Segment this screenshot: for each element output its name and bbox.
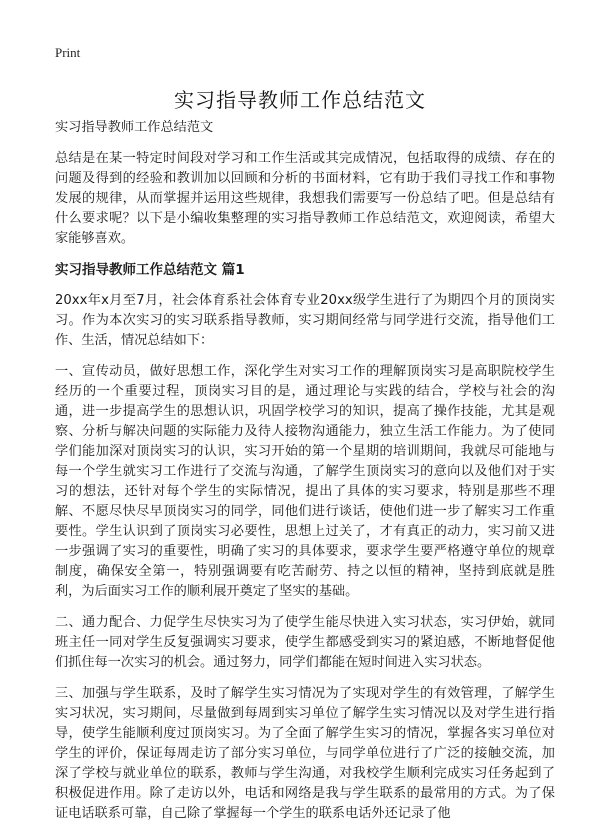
print-label: Print xyxy=(55,45,81,60)
body-paragraph: 二、通力配合、力促学生尽快实习为了使学生能尽快进入实习状态，实习伊始，就同班主任一同对学生反复强调实习要求，使学生都感受到实习的紧迫感，不断地督促他们抓住每一次实习的机会。通过努力，同学们都能在短时间进入实习状态。 xyxy=(55,615,555,670)
body-paragraph: 20xx年x月至7月，社会体育系社会体育专业20xx级学生进行了为期四个月的顶岗实习。作为本次实习的实习联系指导教师，实习期间经常与同学进行交流，指导他们工作、生活，情况总结如下： xyxy=(55,293,555,348)
document-body xyxy=(55,118,555,835)
body-paragraph: 三、加强与学生联系，及时了解学生实习情况为了实现对学生的有效管理，了解学生实习状况，实习期间，尽量做到每周到实习单位了解学生实习情况以及对学生进行指导，使学生能顺利度过顶岗实习。为了全面了解学生实习的情况，掌握各实习单位对学生的评价，保证每周走访了部分实习单位，与同学单位进行了广泛的接触交流，加深了学校与就业单位的联系，教师与学生沟通，对我校学生顺利完成实习任务起到了积极促进作用。除了走访以外，电话和网络是我与学生联系的最常用的方式。为了保证电话联系可靠，自己除了掌握每一个学生的联系电话外还记录了他 xyxy=(55,686,555,821)
document-title: 实习指导教师工作总结范文 xyxy=(174,88,426,112)
document-subtitle: 实习指导教师工作总结范文 xyxy=(55,120,214,135)
intro-paragraph: 总结是在某一特定时间段对学习和工作生活或其完成情况，包括取得的成绩、存在的问题及得到的经验和教训加以回顾和分析的书面材料，它有助于我们寻找工作和事物发展的规律，从而掌握并运用这些规律，我想我们需要写一份总结了吧。但是总结有什么要求呢？以下是小编收集整理的实习指导教师工作总结范文，欢迎阅读，希望大家能够喜欢。 xyxy=(55,151,555,246)
section-heading: 实习指导教师工作总结范文 篇1 xyxy=(55,262,245,278)
body-paragraph: 一、宣传动员，做好思想工作，深化学生对实习工作的理解顶岗实习是高职院校学生经历的一个重要过程，顶岗实习目的是，通过理论与实践的结合，学校与社会的沟通，进一步提高学生的思想认识，巩固学校学习的知识，提高了操作技能，尤其是观察、分析与解决问题的实际能力及待人接物沟通能力，独立生活工作能力。为了使同学们能加深对顶岗实习的认识，实习开始的第一个星期的培训期间，我就尽可能地与每一个学生就实习工作进行了交流与沟通，了解学生顶岗实习的意向以及他们对于实习的想法，还针对每个学生的实际情况，提出了具体的实习要求，特别是那些不理解、不愿尽快尽早顶岗实习的同学，同他们进行谈话，使他们进一步了解实习工作重要性。学生认识到了顶岗实习必要性，思想上过关了，才有真正的动力，实习前又进一步强调了实习的重要性，明确了实习的具体要求，要求学生要严格遵守单位的规章制度，确保安全第一，特别强调要有吃苦耐劳、持之以恒的精神，坚持到底就是胜利，为后面实习工作的顺利展开奠定了坚实的基础。 xyxy=(55,364,555,599)
